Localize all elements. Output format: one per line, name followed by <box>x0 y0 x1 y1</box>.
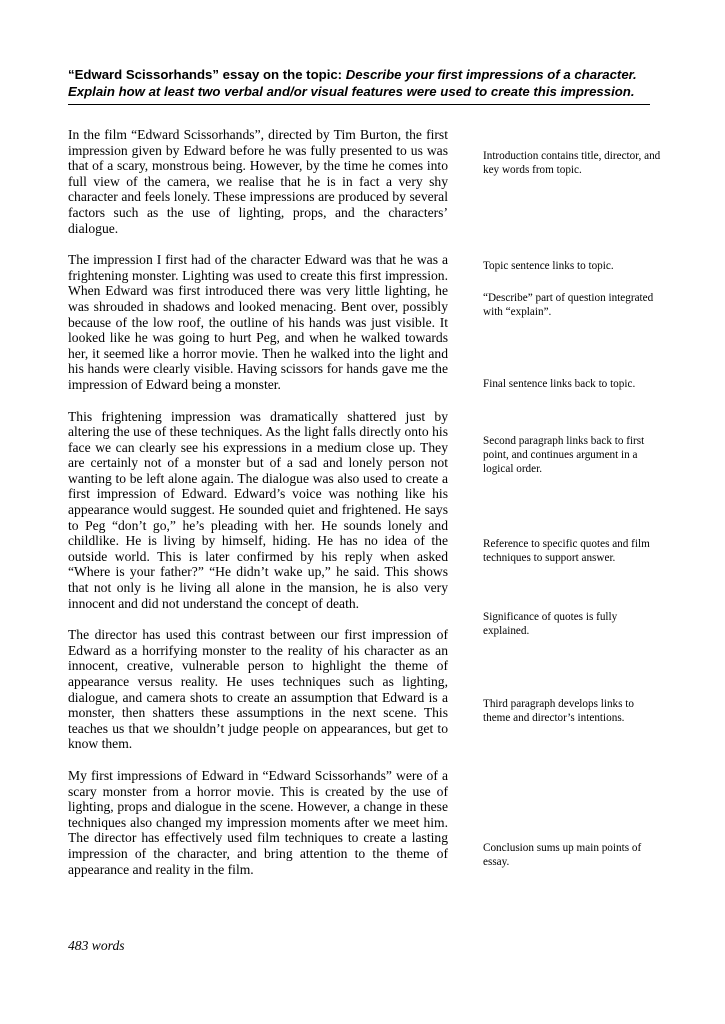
essay-paragraph-2: The impression I first had of the character Edward was that he was a frightening monster. Lighting was used to create this first impression. When Edward was first introduced there was very little lighting, he was shrouded in shadows and looked menacing. Bent over, possibly because of the low roof, the outline of his hands was just visible. It looked like he was going to hurt Peg, and when he walked towards her, it seemed like a horror movie. Then he walked into the light and his hands were clearly visible. Having scissors for hands gave me the impression of Edward being a monster. <box>68 252 448 392</box>
heading-prefix: “Edward Scissorhands” essay on the topic: <box>68 67 346 82</box>
essay-heading <box>68 66 650 105</box>
margin-note-second-paragraph: Second paragraph links back to first point, and continues argument in a logical order. <box>483 435 645 475</box>
word-count: 483 words <box>68 938 125 953</box>
margin-note-quotes: Reference to specific quotes and film techniques to support answer. <box>483 538 650 564</box>
essay-paragraph-4: The director has used this contrast between our first impression of Edward as a horrifying monster to the reality of his character as an innocent, creative, vulnerable person to highlight the theme of appearance versus reality. He uses techniques such as lighting, dialogue, and camera shots to create an assumption that Edward is a monster, then shatters these assumptions in the next scene. This teaches us that we shouldn’t judge people on appearances, but get to know them. <box>68 627 448 752</box>
margin-note-introduction: Introduction contains title, director, and key words from topic. <box>483 150 661 176</box>
margin-note-conclusion: Conclusion sums up main points of essay. <box>483 842 642 868</box>
margin-note-describe: “Describe” part of question integrated with “explain”. <box>483 292 654 318</box>
essay-body <box>68 127 448 893</box>
essay-paragraph-3: This frightening impression was dramatically shattered just by altering the use of these techniques. As the light falls directly onto his face we can clearly see his expressions in a medium close up. They are certainly not of a monster but of a sad and lonely person not wanting to be left alone again. The dialogue was also used to create a first impression of Edward. Edward’s voice was nothing like his appearance would suggest. He sounded quiet and frightened. He says to Peg “don’t go,” he’s pleading with her. He sounds lonely and childlike. He is living by himself, hiding. He has no idea of the outside world. This is later confirmed by his reply when asked “Where is your father?” “He didn’t wake up,” he said. This shows that not only is he living all alone in the mansion, he is also very innocent and did not understand the concept of death. <box>68 408 448 611</box>
margin-note-third-paragraph: Third paragraph develops links to theme and director’s intentions. <box>483 698 634 724</box>
heading-question: Describe your first impressions of a character. Explain how at least two verbal and/or visual features were used to create this impression. <box>68 67 637 99</box>
margin-note-significance: Significance of quotes is fully explained. <box>483 611 618 637</box>
essay-paragraph-conclusion: My first impressions of Edward in “Edward Scissorhands” were of a scary monster from a horror movie. This is created by the use of lighting, props and dialogue in the scene. However, a change in these techniques also changed my impression moments after we meet him. The director has effectively used film techniques to create a lasting impression of the character, and bring attention to the theme of appearance and reality in the film. <box>68 767 448 877</box>
essay-paragraph-intro: In the film “Edward Scissorhands”, directed by Tim Burton, the first impression given by Edward before he was fully presented to us was that of a scary, monstrous being. However, by the time he comes into full view of the camera, we realise that he is in fact a very shy character and feels lonely. These impressions are produced by several factors such as the use of lighting, props, and the characters’ dialogue. <box>68 127 448 236</box>
margin-note-final-sentence: Final sentence links back to topic. <box>483 378 636 390</box>
margin-note-topic-sentence: Topic sentence links to topic. <box>483 260 614 272</box>
